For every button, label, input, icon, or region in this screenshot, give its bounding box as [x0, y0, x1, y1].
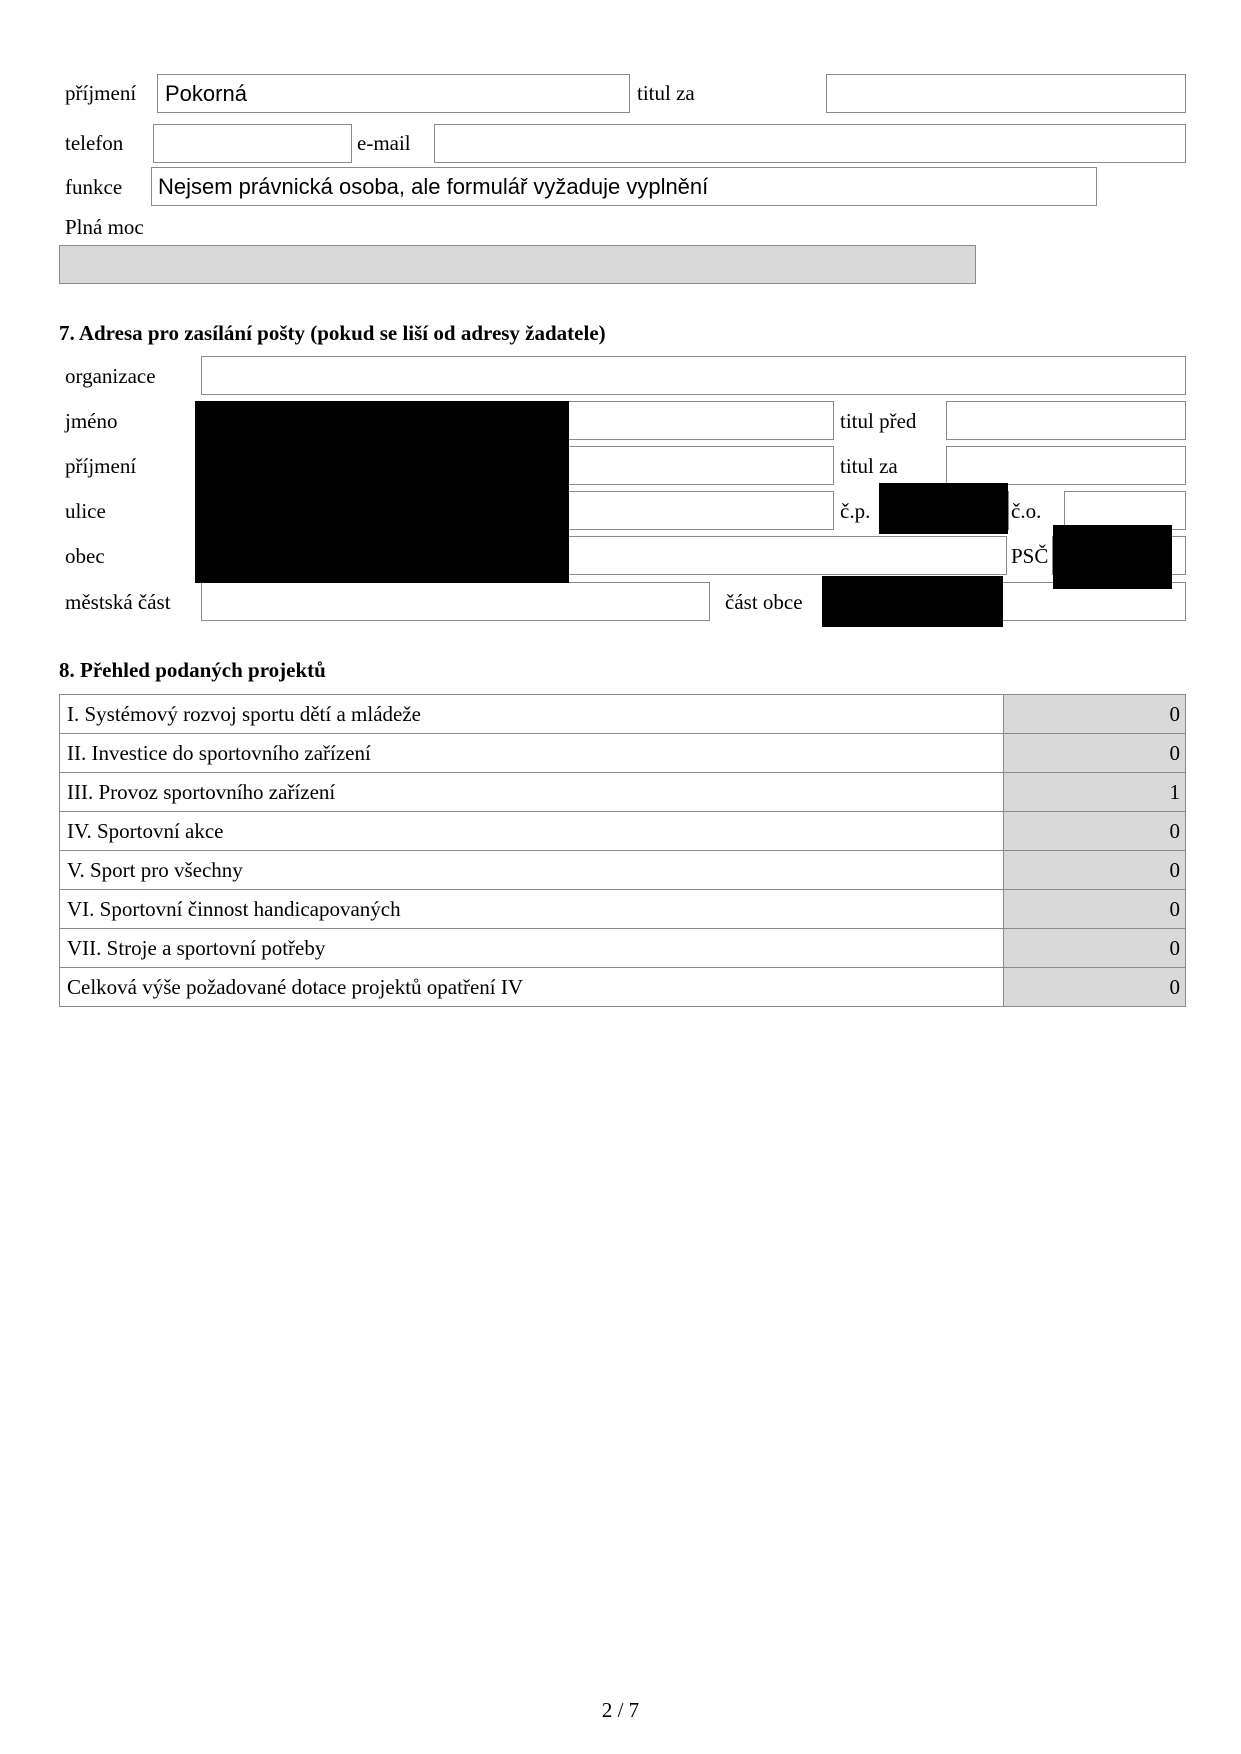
project-name: Celková výše požadované dotace projektů opatření IV	[60, 968, 1004, 1007]
project-count: 0	[1004, 851, 1186, 890]
redaction-block	[195, 401, 569, 583]
project-name: IV. Sportovní akce	[60, 812, 1004, 851]
project-count: 0	[1004, 695, 1186, 734]
table-row	[60, 851, 1186, 890]
project-name: V. Sport pro všechny	[60, 851, 1004, 890]
mail-surname-label: příjmení	[65, 454, 137, 478]
mail-title-after-field[interactable]	[946, 446, 1186, 485]
table-row	[60, 734, 1186, 773]
function-value: Nejsem právnická osoba, ale formulář vyžaduje vyplnění	[158, 174, 709, 199]
redaction-block	[822, 576, 1003, 627]
power-of-attorney-field[interactable]	[59, 245, 976, 284]
project-count: 0	[1004, 812, 1186, 851]
mail-address-heading: 7. Adresa pro zasílání pošty (pokud se liší od adresy žadatele)	[59, 321, 606, 345]
project-name: VI. Sportovní činnost handicapovaných	[60, 890, 1004, 929]
city-district-label: městská část	[65, 590, 171, 614]
email-field[interactable]	[434, 124, 1186, 163]
zip-label: PSČ	[1011, 544, 1049, 568]
project-name: III. Provoz sportovního zařízení	[60, 773, 1004, 812]
cp-label: č.p.	[840, 499, 871, 523]
title-before-label: titul před	[840, 409, 917, 433]
project-count: 0	[1004, 968, 1186, 1007]
mail-title-after-label: titul za	[840, 454, 898, 478]
table-row	[60, 968, 1186, 1007]
surname-label: příjmení	[65, 81, 137, 105]
city-part-label: část obce	[725, 590, 803, 614]
city-label: obec	[65, 544, 105, 568]
first-name-label: jméno	[65, 409, 118, 433]
table-row	[60, 812, 1186, 851]
organization-label: organizace	[65, 364, 156, 388]
surname-value: Pokorná	[165, 81, 247, 106]
table-row	[60, 773, 1186, 812]
function-label: funkce	[65, 175, 123, 199]
table-row	[60, 929, 1186, 968]
title-after-label: titul za	[637, 81, 695, 105]
table-row	[60, 890, 1186, 929]
project-count: 0	[1004, 929, 1186, 968]
table-row	[60, 695, 1186, 734]
phone-field[interactable]	[153, 124, 352, 163]
project-name: VII. Stroje a sportovní potřeby	[60, 929, 1004, 968]
title-before-field[interactable]	[946, 401, 1186, 440]
phone-label: telefon	[65, 131, 124, 155]
city-district-field[interactable]	[201, 582, 710, 621]
redaction-block	[1053, 525, 1172, 589]
email-label: e-mail	[357, 131, 411, 155]
project-count: 0	[1004, 890, 1186, 929]
title-after-field[interactable]	[826, 74, 1186, 113]
project-count: 0	[1004, 734, 1186, 773]
project-name: I. Systémový rozvoj sportu dětí a mládeže	[60, 695, 1004, 734]
page-number: 2 / 7	[601, 1698, 640, 1722]
projects-table	[59, 694, 1186, 1007]
street-label: ulice	[65, 499, 106, 523]
function-field[interactable]	[151, 167, 1097, 206]
project-count: 1	[1004, 773, 1186, 812]
power-of-attorney-label: Plná moc	[65, 215, 144, 239]
co-label: č.o.	[1011, 499, 1042, 523]
redaction-block	[879, 483, 1008, 534]
projects-heading: 8. Přehled podaných projektů	[59, 658, 326, 682]
surname-field[interactable]	[157, 74, 630, 113]
project-name: II. Investice do sportovního zařízení	[60, 734, 1004, 773]
organization-field[interactable]	[201, 356, 1186, 395]
